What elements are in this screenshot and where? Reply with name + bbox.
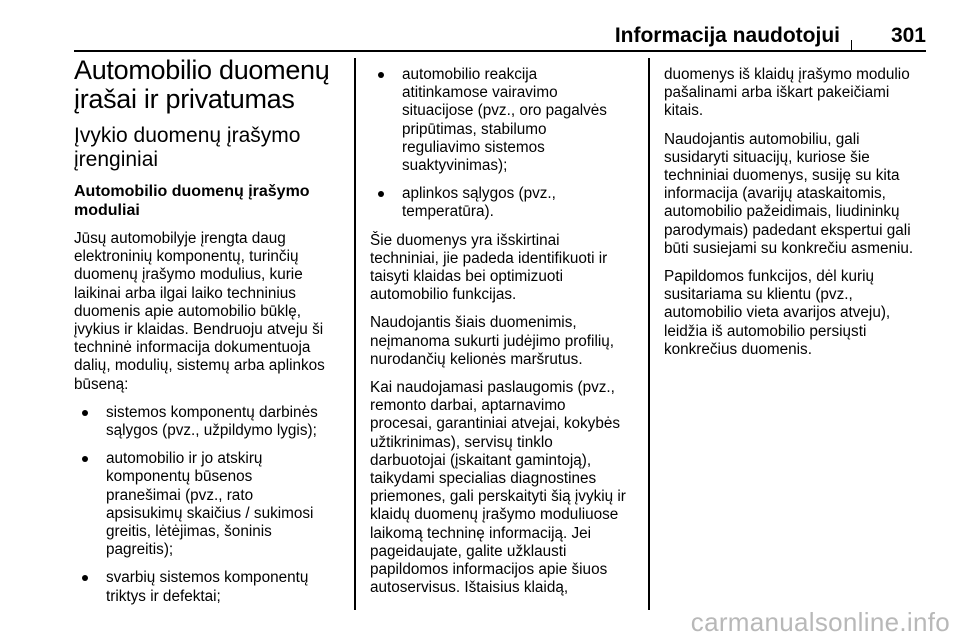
text-line: būseną: — [74, 375, 129, 393]
text-line: užtikrinimas), servisų tinklo — [370, 433, 553, 451]
text-line: įrašai ir privatumas — [74, 84, 295, 114]
list-item — [74, 450, 346, 559]
text-line: pripūtimas, stabilumo — [402, 120, 547, 138]
text-line: duomenų įrašymo modulius, kurie — [74, 266, 303, 284]
column-3 — [664, 66, 932, 369]
text-line: Naudojantis šiais duomenimis, — [370, 314, 577, 332]
text-line: papildomos informacijos apie šiuos — [370, 561, 608, 579]
text-line: duomenys iš klaidų įrašymo modulio — [664, 66, 910, 83]
text-line: neįmanoma sukurti judėjimo profilių, — [370, 332, 615, 350]
bullet-icon — [82, 410, 88, 416]
text-line: būti susiejami su konkrečiu asmeniu. — [664, 239, 914, 257]
text-line: Papildomos funkcijos, dėl kurių — [664, 268, 875, 286]
text-line: taikydami specialias diagnostines — [370, 470, 597, 488]
text-line: automobilio ir jo atskirų — [106, 450, 263, 468]
text-line: elektroninių komponentų, turinčių — [74, 248, 299, 266]
list-item — [370, 185, 638, 221]
page-number: 301 — [890, 24, 926, 47]
text-line: dalių, modulių, sistemų arba aplinkos — [74, 357, 325, 375]
list-item — [74, 569, 346, 605]
bullet-icon — [378, 72, 384, 78]
text-line: pašalinami arba iškart pakeičiami — [664, 84, 890, 102]
text-line: techniniai duomenys, susiję su kita — [664, 167, 900, 185]
page-header — [74, 18, 926, 48]
paragraph — [664, 66, 932, 121]
text-line: konkrečius duomenis. — [664, 340, 812, 358]
text-line: techniniai, jie padeda identifikuoti ir — [370, 249, 608, 267]
section-heading — [74, 124, 346, 172]
paragraph — [370, 314, 638, 369]
text-line: automobilio vieta avarijos atveju), — [664, 304, 891, 322]
text-line: parodymais) padedant ekspertui gali — [664, 221, 911, 239]
text-line: kitais. — [664, 102, 704, 120]
text-line: automobilio reakcija — [402, 66, 538, 83]
text-line: komponentų būsenos — [106, 468, 253, 486]
paragraph — [664, 268, 932, 359]
text-line: duomenis apie automobilio būklę, — [74, 302, 302, 320]
text-line: Automobilio duomenų — [74, 55, 330, 85]
section-title: Informacija naudotojui — [614, 24, 840, 47]
text-line: Šie duomenys yra išskirtinai — [370, 231, 560, 249]
text-line: priemones, gali perskaityti šią įvykių ir — [370, 488, 626, 506]
intro-paragraph — [74, 230, 346, 394]
column-1 — [74, 56, 346, 616]
bullet-icon — [82, 456, 88, 462]
text-line: triktys ir defektai; — [106, 587, 221, 605]
text-line: automobilio funkcijas. — [370, 286, 517, 304]
text-line: Kai naudojamasi paslaugomis (pvz., — [370, 379, 615, 397]
text-line: leidžia iš automobilio persiųsti — [664, 322, 867, 340]
text-line: moduliai — [74, 202, 140, 219]
text-line: pageidaujate, galite užklausti — [370, 542, 567, 560]
text-line: Įvykio duomenų įrašymo — [74, 124, 301, 147]
list-item — [74, 404, 346, 440]
column-divider-1 — [354, 58, 356, 610]
text-line: remonto darbai, aptarnavimo — [370, 397, 566, 415]
bullet-list — [370, 66, 638, 222]
text-line: suaktyvinimas); — [402, 157, 508, 175]
text-line: svarbių sistemos komponentų — [106, 569, 309, 587]
text-line: laikinai arba ilgai laiko techninius — [74, 284, 296, 302]
paragraph — [370, 379, 638, 597]
text-line: įvykius ir klaidas. Bendruoju atveju ši — [74, 321, 324, 339]
text-line: taisyti klaidas bei optimizuoti — [370, 268, 563, 286]
column-divider-2 — [648, 58, 650, 610]
text-line: laikomą techninę informaciją. Jei — [370, 524, 592, 542]
text-line: temperatūra). — [402, 203, 494, 221]
text-line: klaidų duomenų įrašymo moduliuose — [370, 506, 619, 524]
text-line: Automobilio duomenų įrašymo — [74, 183, 310, 200]
paragraph — [370, 232, 638, 305]
text-line: Jūsų automobilyje įrengta daug — [74, 230, 286, 247]
subsection-heading — [74, 182, 346, 220]
text-line: situacijose (pvz., oro pagalvės — [402, 102, 607, 120]
text-line: informacija (avarijų ataskaitomis, — [664, 185, 886, 203]
text-line: procesai, garantiniai atvejai, kokybės — [370, 415, 620, 433]
text-line: automobilio pažeidimais, liudininkų — [664, 203, 900, 221]
bullet-icon — [378, 191, 384, 197]
text-line: susitariama su klientu (pvz., — [664, 286, 853, 304]
text-line: įrenginiai — [74, 148, 159, 171]
text-line: atitinkamose vairavimo — [402, 84, 558, 102]
text-line: sąlygos (pvz., užpildymo lygis); — [106, 422, 317, 440]
header-divider-tick — [851, 40, 853, 52]
text-line: autoservisus. Ištaisius klaidą, — [370, 579, 569, 597]
bullet-list — [74, 404, 346, 606]
text-line: susidaryti situacijų, kuriose šie — [664, 148, 870, 166]
text-line: reguliavimo sistemos — [402, 138, 545, 156]
text-line: sistemos komponentų darbinės — [106, 403, 318, 421]
list-item — [370, 66, 638, 175]
text-line: Naudojantis automobiliu, gali — [664, 130, 860, 148]
column-2 — [370, 66, 638, 607]
text-line: darbuotojai (įskaitant gamintoją), — [370, 451, 592, 469]
header-rule — [74, 50, 926, 52]
text-line: aplinkos sąlygos (pvz., — [402, 185, 556, 203]
text-line: nurodančių kelionės maršrutus. — [370, 350, 583, 368]
text-line: techninė informacija dokumentuoja — [74, 339, 311, 357]
text-line: pranešimai (pvz., rato — [106, 486, 254, 504]
text-line: apsisukimų skaičius / sukimosi — [106, 504, 314, 522]
text-line: greitis, lėtėjimas, šoninis — [106, 523, 272, 541]
bullet-icon — [82, 575, 88, 581]
text-line: pagreitis); — [106, 541, 174, 559]
paragraph — [664, 131, 932, 258]
chapter-heading — [74, 56, 346, 114]
watermark-text: carmanualsonline.info — [690, 607, 950, 637]
